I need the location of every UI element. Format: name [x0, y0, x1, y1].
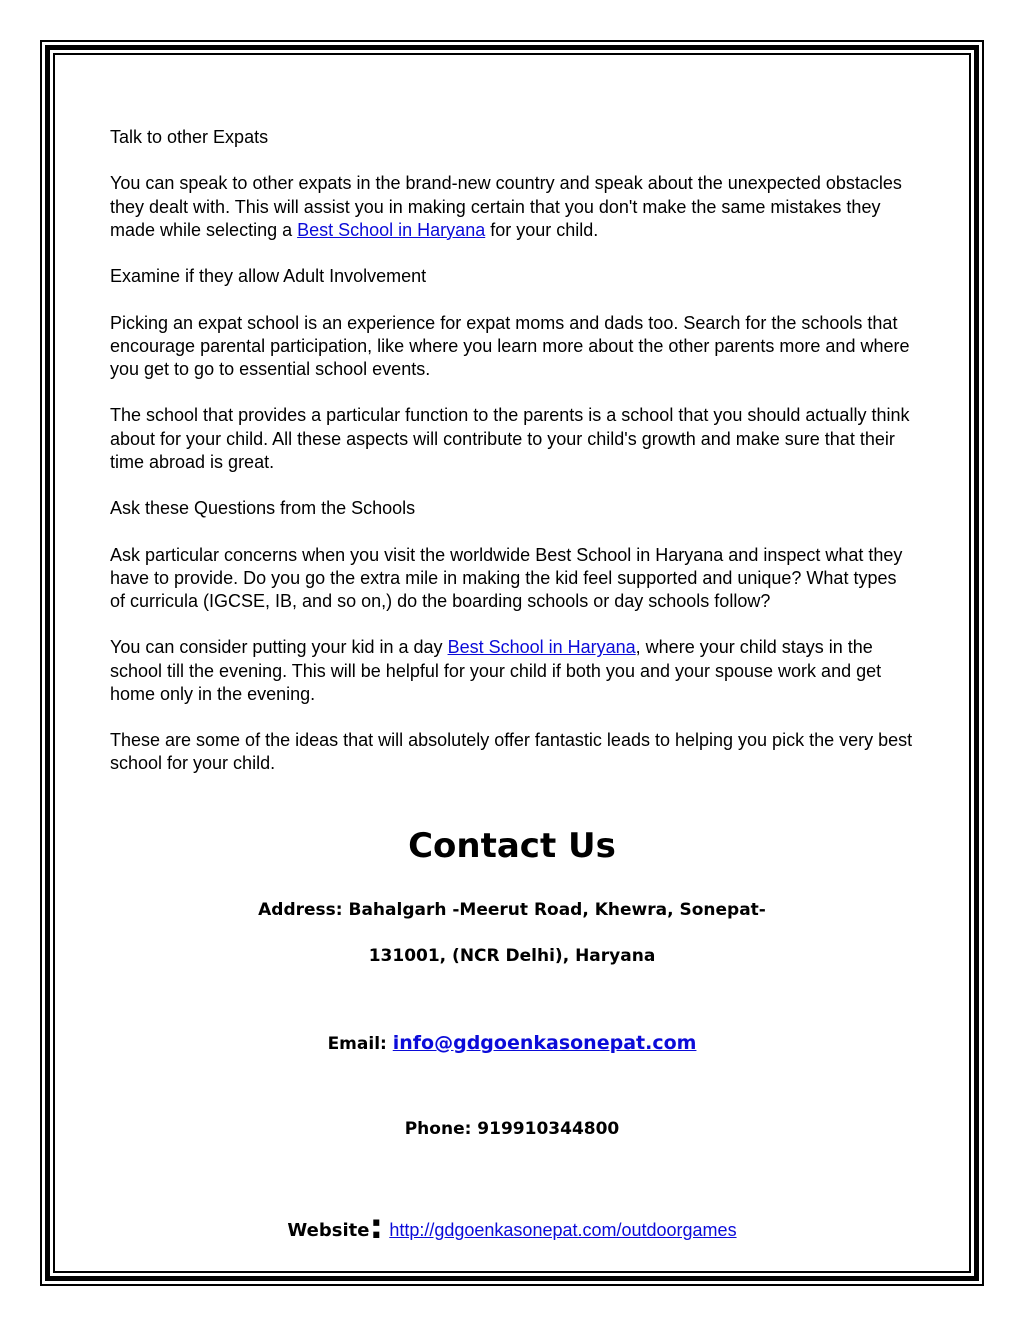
email-row	[60, 1031, 964, 1056]
paragraph-text: You can speak to other expats in the brand-new country and speak about the unexpected obstacles they dealt with. This will assist you in making certain that you don't make the same mistakes they made while selecting a	[110, 173, 902, 240]
website-row	[60, 1207, 964, 1247]
email-link[interactable]: info@gdgoenkasonepat.com	[392, 1032, 697, 1054]
email-label: Email:	[327, 1034, 393, 1054]
contact-title: Contact Us	[408, 826, 616, 866]
section-heading-adult-involvement: Examine if they allow Adult Involvement	[110, 266, 427, 287]
website-colon: :	[369, 1207, 384, 1247]
paragraph-parental-participation: Picking an expat school is an experience for expat moms and dads too. Search for the schools that encourage parental participation, like where you learn more about the other parents more and where you get to go to essential school events.	[110, 312, 910, 379]
best-school-link-2[interactable]: Best School in Haryana	[447, 637, 636, 658]
address-line-1: Address: Bahalgarh -Meerut Road, Khewra, Sonepat-	[258, 900, 766, 920]
paragraph-text: for your child.	[485, 219, 599, 240]
paragraph-school-function: The school that provides a particular function to the parents is a school that you should actually think about for your child. All these aspects will contribute to your child's growth and make sure that their time abroad is great.	[110, 405, 910, 472]
paragraph-text: You can consider putting your kid in a day	[110, 637, 448, 658]
website-link[interactable]: http://gdgoenkasonepat.com/outdoorgames	[389, 1220, 737, 1240]
paragraph-conclusion: These are some of the ideas that will absolutely offer fantastic leads to helping you pick the very best school for your child.	[110, 730, 913, 774]
article-body	[110, 126, 915, 799]
paragraph-text: , where your child stays in the school till the evening. This will be helpful for your child if both you and your spouse work and get home only in the evening.	[110, 637, 882, 704]
best-school-link-1[interactable]: Best School in Haryana	[297, 219, 486, 240]
section-heading-questions: Ask these Questions from the Schools	[110, 498, 416, 519]
paragraph-day-school	[110, 636, 915, 706]
phone-number: Phone: 919910344800	[404, 1119, 620, 1139]
website-label: Website	[287, 1220, 370, 1241]
section-heading-expats: Talk to other Expats	[110, 127, 269, 147]
address-line-2: 131001, (NCR Delhi), Haryana	[368, 946, 656, 966]
paragraph-questions: Ask particular concerns when you visit the worldwide Best School in Haryana and inspect what they have to provide. Do you go the extra mile in making the kid feel supported and unique? What types of curricula (IGCSE, IB, and so on,) do the boarding schools or day schools follow?	[110, 544, 903, 611]
paragraph-expats	[110, 172, 915, 242]
